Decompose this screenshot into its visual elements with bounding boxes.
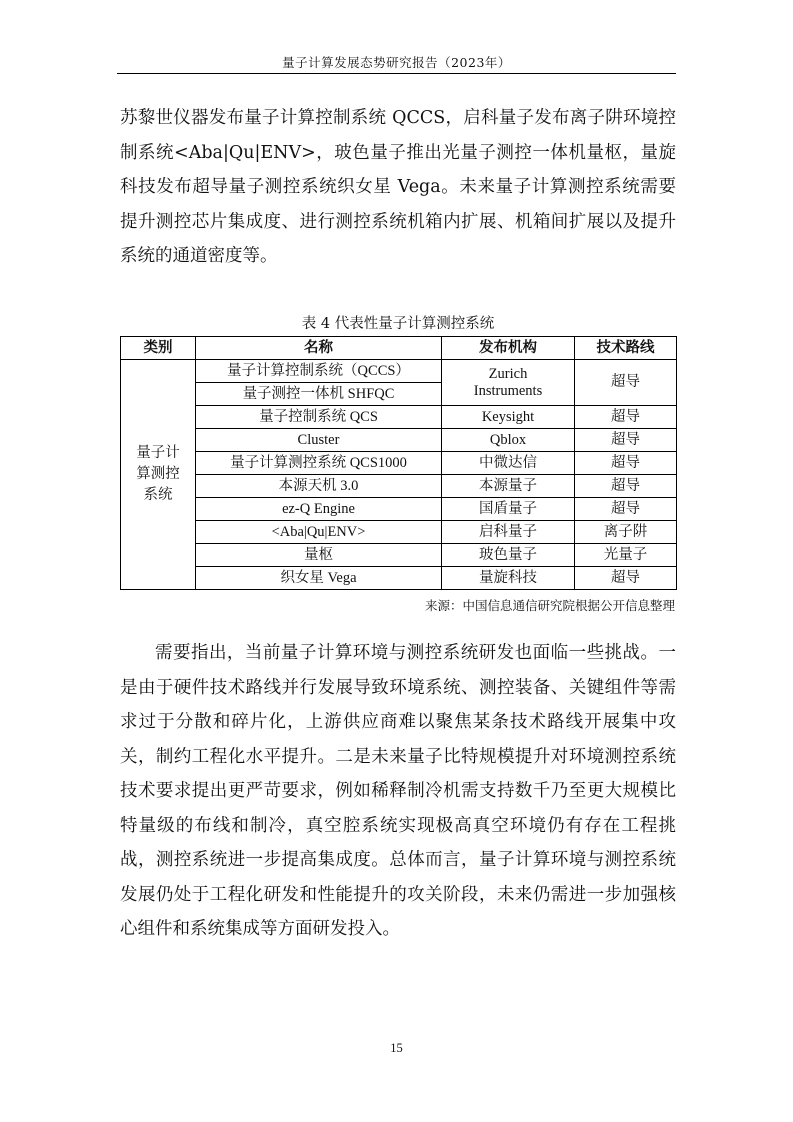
- route-cell: 超导: [575, 406, 677, 429]
- publisher-cell: Zurich Instruments: [442, 360, 575, 406]
- table-row: [121, 452, 677, 475]
- header-category: 类别: [121, 337, 196, 360]
- route-cell: 超导: [575, 360, 677, 406]
- system-name-cell: 本源天机 3.0: [196, 475, 442, 498]
- running-header: 量子计算发展态势研究报告（2023年）: [282, 55, 511, 70]
- header-route: 技术路线: [575, 337, 677, 360]
- publisher-cell: 本源量子: [442, 475, 575, 498]
- table-row: [121, 406, 677, 429]
- system-name-cell: <Aba|Qu|ENV>: [196, 521, 442, 544]
- route-cell: 超导: [575, 475, 677, 498]
- header-publisher: 发布机构: [442, 337, 575, 360]
- route-cell: 超导: [575, 567, 677, 590]
- header-rule: [117, 73, 676, 74]
- system-name-cell: Cluster: [196, 429, 442, 452]
- system-name-cell: 织女星 Vega: [196, 567, 442, 590]
- table-source-note: 来源：中国信息通信研究院根据公开信息整理: [424, 598, 675, 613]
- table-row: [121, 429, 677, 452]
- system-name-cell: 量子测控一体机 SHFQC: [196, 383, 442, 406]
- route-cell: 离子阱: [575, 521, 677, 544]
- publisher-cell: Qblox: [442, 429, 575, 452]
- publisher-cell: 启科量子: [442, 521, 575, 544]
- table-header-row: [121, 337, 677, 360]
- table-row: [121, 498, 677, 521]
- table-row: [121, 544, 677, 567]
- publisher-cell: 中微达信: [442, 452, 575, 475]
- table-caption: 表 4 代表性量子计算测控系统: [301, 316, 495, 332]
- route-cell: 超导: [575, 498, 677, 521]
- header-name: 名称: [196, 337, 442, 360]
- table-row: [121, 521, 677, 544]
- route-cell: 超导: [575, 429, 677, 452]
- system-name-cell: 量子计算控制系统（QCCS）: [196, 360, 442, 383]
- system-name-cell: 量子计算测控系统 QCS1000: [196, 452, 442, 475]
- body-paragraph-2: 需要指出，当前量子计算环境与测控系统研发也面临一些挑战。一是由于硬件技术路线并行发展导致环境系统、测控装备、关键组件等需求过于分散和碎片化，上游供应商难以聚焦某条技术路线开展集中攻关，制约工程化水平提升。二是未来量子比特规模提升对环境测控系统技术要求提出更严苛要求，例如稀释制冷机需支持数千乃至更大规模比特量级的布线和制冷，真空腔系统实现极高真空环境仍有存在工程挑战，测控系统进一步提高集成度。总体而言，量子计算环境与测控系统发展仍处于工程化研发和性能提升的攻关阶段，未来仍需进一步加强核心组件和系统集成等方面研发投入。: [120, 643, 676, 939]
- publisher-cell: Keysight: [442, 406, 575, 429]
- publisher-cell: 量旋科技: [442, 567, 575, 590]
- route-cell: 超导: [575, 452, 677, 475]
- publisher-cell: 玻色量子: [442, 544, 575, 567]
- system-name-cell: 量子控制系统 QCS: [196, 406, 442, 429]
- table-row: [121, 360, 677, 383]
- measurement-control-systems-table: [120, 336, 677, 590]
- table-row: [121, 475, 677, 498]
- publisher-cell: 国盾量子: [442, 498, 575, 521]
- route-cell: 光量子: [575, 544, 677, 567]
- system-name-cell: ez-Q Engine: [196, 498, 442, 521]
- body-paragraph-1: 苏黎世仪器发布量子计算控制系统 QCCS，启科量子发布离子阱环境控制系统<Aba|Qu|ENV>，玻色量子推出光量子测控一体机量枢，量旋科技发布超导量子测控系统织女星 Vega。未来量子计算测控系统需要提升测控芯片集成度、进行测控系统机箱内扩展、机箱间扩展以及提升系统的通道密度等。: [120, 108, 676, 266]
- category-cell: 量子计 算测控 系统: [121, 360, 196, 590]
- table-row: [121, 567, 677, 590]
- system-name-cell: 量枢: [196, 544, 442, 567]
- page-number: 15: [390, 1041, 403, 1055]
